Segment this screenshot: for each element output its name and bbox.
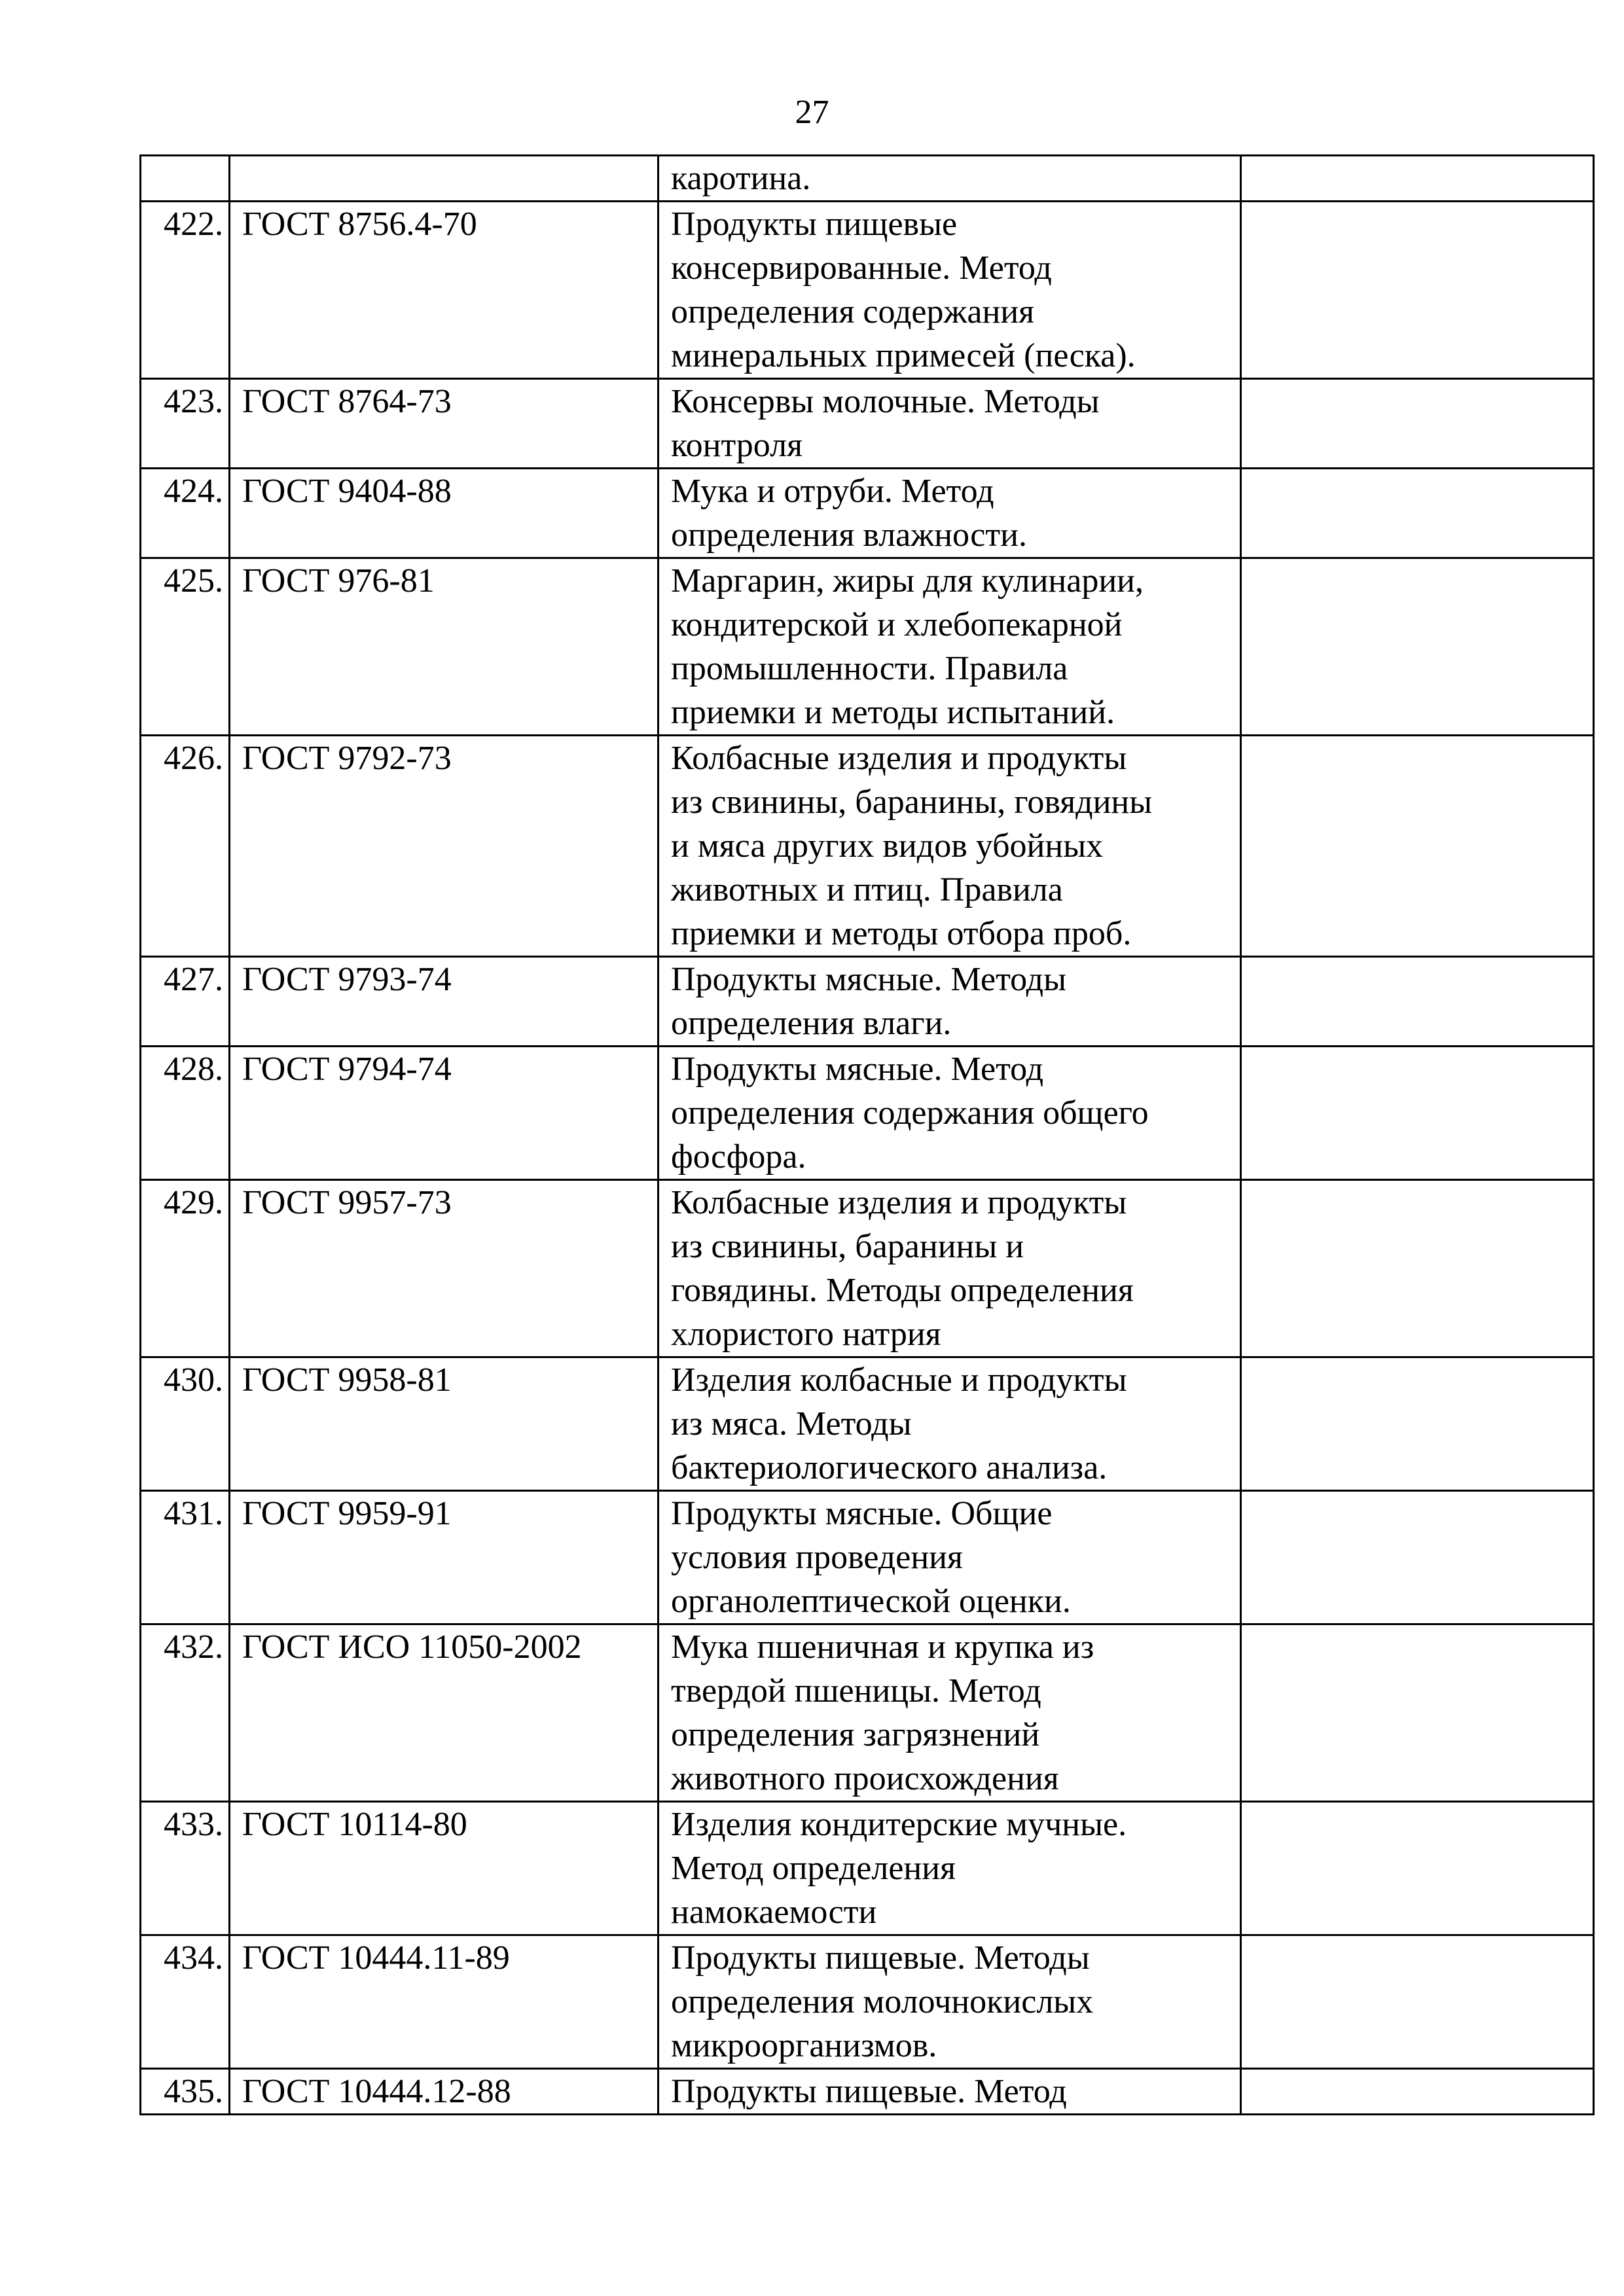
row-number-cell: 435. xyxy=(141,2069,230,2115)
row-number-cell: 431. xyxy=(141,1491,230,1624)
empty-cell xyxy=(1241,1047,1594,1180)
row-number-cell: 422. xyxy=(141,202,230,379)
standard-title-cell: Колбасные изделия и продукты из свинины, баранины и говядины. Методы определения хлористого натрия xyxy=(659,1180,1241,1357)
table-row xyxy=(141,379,1594,469)
table-row xyxy=(141,1491,1594,1624)
standard-title-cell: Маргарин, жиры для кулинарии, кондитерской и хлебопекарной промышленности. Правила приемки и методы испытаний. xyxy=(659,558,1241,736)
standard-title-cell: Колбасные изделия и продукты из свинины, баранины, говядины и мяса других видов убойных животных и птиц. Правила приемки и методы отбора проб. xyxy=(659,736,1241,957)
standard-code-cell: ГОСТ 10444.11-89 xyxy=(230,1935,659,2069)
standard-code-cell: ГОСТ ИСО 11050-2002 xyxy=(230,1624,659,1802)
standard-code-cell: ГОСТ 9794-74 xyxy=(230,1047,659,1180)
row-number-cell: 423. xyxy=(141,379,230,469)
empty-cell xyxy=(1241,1935,1594,2069)
standard-title-cell: каротина. xyxy=(659,156,1241,202)
standard-code-cell: ГОСТ 9404-88 xyxy=(230,469,659,558)
standard-code-cell: ГОСТ 9958-81 xyxy=(230,1357,659,1491)
table-row xyxy=(141,202,1594,379)
empty-cell xyxy=(1241,379,1594,469)
standard-code-cell: ГОСТ 9957-73 xyxy=(230,1180,659,1357)
standard-title-cell: Мука и отруби. Метод определения влажности. xyxy=(659,469,1241,558)
standard-title-cell: Мука пшеничная и крупка из твердой пшеницы. Метод определения загрязнений животного происхождения xyxy=(659,1624,1241,1802)
table-row xyxy=(141,1357,1594,1491)
row-number-cell: 432. xyxy=(141,1624,230,1802)
empty-cell xyxy=(1241,736,1594,957)
table-row xyxy=(141,1180,1594,1357)
row-number-cell: 428. xyxy=(141,1047,230,1180)
standard-title-cell: Продукты пищевые консервированные. Метод определения содержания минеральных примесей (песка). xyxy=(659,202,1241,379)
standard-title-cell: Изделия кондитерские мучные. Метод определения намокаемости xyxy=(659,1802,1241,1935)
row-number-cell: 429. xyxy=(141,1180,230,1357)
standard-title-cell: Консервы молочные. Методы контроля xyxy=(659,379,1241,469)
standard-code-cell: ГОСТ 9792-73 xyxy=(230,736,659,957)
table-row xyxy=(141,957,1594,1047)
standard-code-cell: ГОСТ 10444.12-88 xyxy=(230,2069,659,2115)
table-row xyxy=(141,2069,1594,2115)
standard-title-cell: Изделия колбасные и продукты из мяса. Методы бактериологического анализа. xyxy=(659,1357,1241,1491)
row-number-cell: 434. xyxy=(141,1935,230,2069)
empty-cell xyxy=(1241,1624,1594,1802)
standard-code-cell: ГОСТ 9959-91 xyxy=(230,1491,659,1624)
row-number-cell: 424. xyxy=(141,469,230,558)
empty-cell xyxy=(1241,1491,1594,1624)
standard-title-cell: Продукты мясные. Методы определения влаги. xyxy=(659,957,1241,1047)
standard-title-cell: Продукты пищевые. Методы определения молочнокислых микроорганизмов. xyxy=(659,1935,1241,2069)
standard-code-cell xyxy=(230,156,659,202)
table-row xyxy=(141,736,1594,957)
table-row xyxy=(141,1935,1594,2069)
row-number-cell: 427. xyxy=(141,957,230,1047)
row-number-cell: 433. xyxy=(141,1802,230,1935)
row-number-cell: 426. xyxy=(141,736,230,957)
table-row xyxy=(141,469,1594,558)
standard-title-cell: Продукты мясные. Метод определения содержания общего фосфора. xyxy=(659,1047,1241,1180)
standard-code-cell: ГОСТ 9793-74 xyxy=(230,957,659,1047)
row-number-cell xyxy=(141,156,230,202)
empty-cell xyxy=(1241,1357,1594,1491)
page-number: 27 xyxy=(795,94,829,131)
empty-cell xyxy=(1241,1802,1594,1935)
table-row xyxy=(141,558,1594,736)
row-number-cell: 425. xyxy=(141,558,230,736)
empty-cell xyxy=(1241,156,1594,202)
row-number-cell: 430. xyxy=(141,1357,230,1491)
standard-code-cell: ГОСТ 10114-80 xyxy=(230,1802,659,1935)
empty-cell xyxy=(1241,469,1594,558)
standard-code-cell: ГОСТ 976-81 xyxy=(230,558,659,736)
standards-table xyxy=(139,154,1595,2115)
standard-title-cell: Продукты пищевые. Метод xyxy=(659,2069,1241,2115)
empty-cell xyxy=(1241,2069,1594,2115)
table-row xyxy=(141,1802,1594,1935)
table-row xyxy=(141,1624,1594,1802)
standard-title-cell: Продукты мясные. Общие условия проведения органолептической оценки. xyxy=(659,1491,1241,1624)
empty-cell xyxy=(1241,202,1594,379)
standard-code-cell: ГОСТ 8764-73 xyxy=(230,379,659,469)
empty-cell xyxy=(1241,957,1594,1047)
standard-code-cell: ГОСТ 8756.4-70 xyxy=(230,202,659,379)
table-row xyxy=(141,156,1594,202)
table-row xyxy=(141,1047,1594,1180)
empty-cell xyxy=(1241,1180,1594,1357)
empty-cell xyxy=(1241,558,1594,736)
